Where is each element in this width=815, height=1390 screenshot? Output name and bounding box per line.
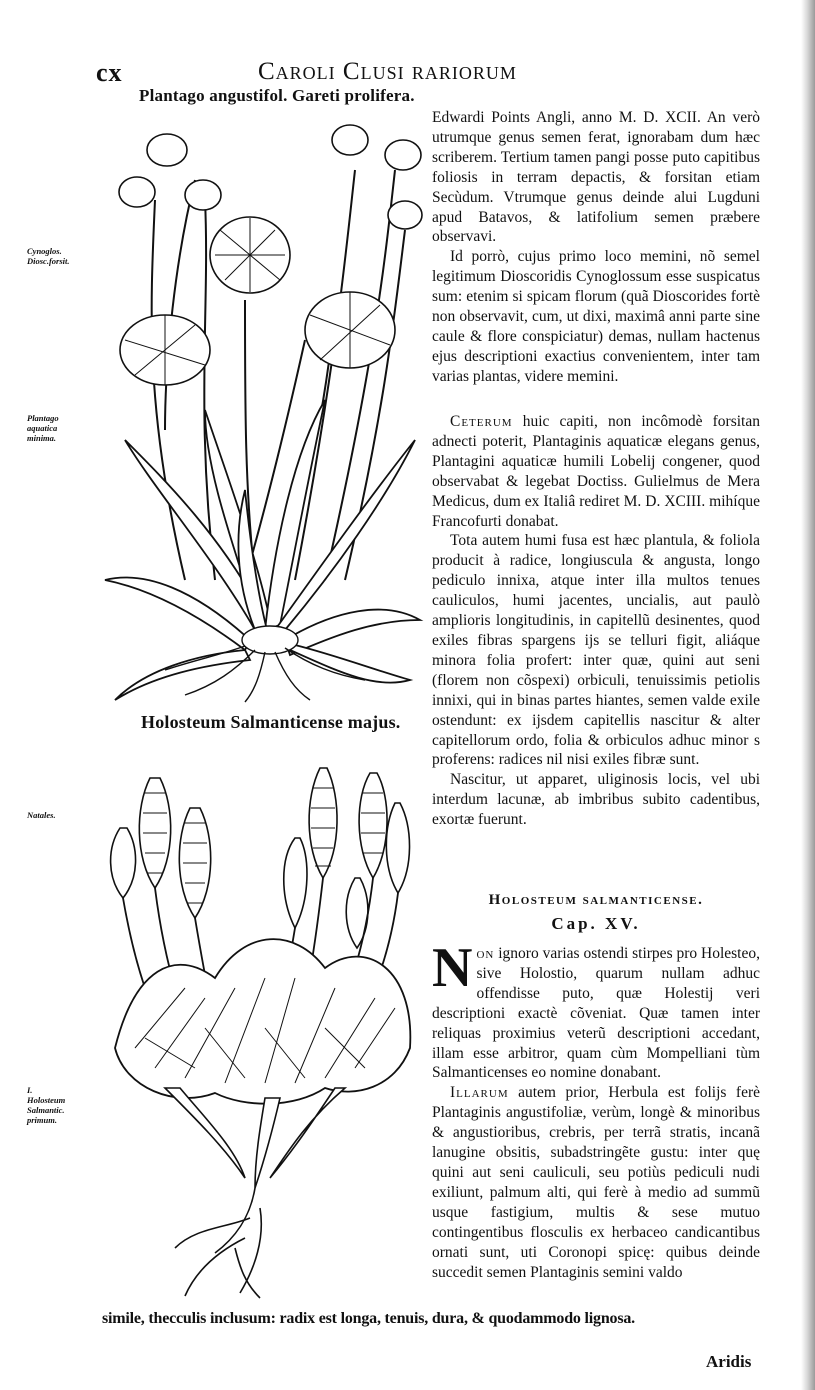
paragraph-3: huic capiti, non incômodè forsitan adnecti poterit, Plantaginis aquaticæ elegans genus, Plantagini aquaticæ humili Lobelij congener, quod observabat & legebat Doctiss. Gulielmus de Mera Medicus, dum ex Italiâ rediret M. D. XCIII. mihíque Francofurti donabat.: [432, 413, 760, 530]
section-heading: Holosteum salmanticense.: [488, 892, 704, 908]
catchword: Aridis: [706, 1352, 752, 1371]
running-title: Caroli Clusi rariorum: [258, 58, 517, 85]
text-column-middle: [432, 412, 760, 830]
paragraph-2: Id porrò, cujus primo loco memini, nõ semel legitimum Dioscoridis Cynoglossum esse suspicatus sum: etenim si spicam florum (quã Dioscorides fortè non observavit, cum, ut dixi, maximâ anni parte sine caule & flore conspiciatur) demas, nullam hactenus ejus descriptioni exactius convenientem, inter tam varias plantas, videre memini.: [432, 248, 760, 385]
figure-caption-top: Plantago angustifol. Gareti prolifera.: [139, 86, 415, 105]
margin-note-natales: Natales.: [27, 810, 56, 820]
margin-note-cynoglossum: Cynoglos. Diosc.forsit.: [27, 246, 70, 266]
paragraph-5: Nascitur, ut apparet, uliginosis locis, vel ubi interdum lacunæ, ab imbribus subito cadentibus, exortæ fuerunt.: [432, 771, 760, 829]
text-column-upper: [432, 108, 760, 387]
page-header: [96, 58, 616, 88]
holosteum-woodcut-illustration: [95, 748, 425, 1308]
folio-number: cx: [96, 58, 123, 87]
text-column-lower: [432, 937, 760, 1282]
paragraph-3-lead: Ceterum: [450, 413, 513, 430]
margin-note-holosteum-primum: I. Holosteum Salmantic. primum.: [27, 1085, 66, 1125]
paragraph-4: Tota autem humi fusa est hæc plantula, & foliola producit à radice, longiuscula & angusta, longo pediculo innixa, atque inter illa multos tenues cauliculos, humi jacentes, uncialis, aut paulò amplioris longitudinis, in capitellũ desinentes, quod exiles fibras spargens ijs se telluri figit, aliáque minora folia profert: inter quæ, quini aut seni (florem non cõspexi) orbiculi, tenuissimis petiolis innixi, qui in binas partes hiantes, semen valde exile ostendunt: ex ijsdem capitellis nascitur & alter capitellorum ordo, folia & orbiculos adhuc minor s proferens: radices nil nisi exiles fibræ sunt.: [432, 532, 760, 769]
paragraph-1: Edwardi Points Angli, anno M. D. XCII. An verò utrumque genus semen ferat, ignorabam dum hæc scriberem. Tertium tamen pangi posse puto capitibus foliosis in terram depactis, & forsitan etiam Secùdum. Vtrumque genus deinde alui Lugduni apud Batavos, & latifolium semen præbere observavi.: [432, 109, 760, 246]
figure-caption-bottom: Holosteum Salmanticense majus.: [141, 712, 401, 732]
paragraph-7-lead: Illarum: [450, 1084, 509, 1102]
chapter-heading: Cap. XV.: [551, 914, 641, 933]
paragraph-6-caps: on: [476, 945, 495, 962]
paragraph-6: ignoro varias ostendi stirpes pro Holesteo, sive Holostio, quarum nullam adhuc offendisse puto, quæ Holestij veri descriptioni exactè cõveniat. Quæ tamen inter reliquas proximius veterũ descriptioni accedant, illam esse arbitror, quam cùm Mompelliani tùm Salmanticenses eo nomine donabant.: [432, 945, 760, 1082]
full-width-last-line: simile, thecculis inclusum: radix est longa, tenuis, dura, & quodammodo lignosa.: [102, 1310, 635, 1327]
drop-capital: N: [432, 937, 473, 999]
page-edge-shadow: [801, 0, 815, 1390]
paragraph-7: autem prior, Herbula est folijs ferè Plantaginis angustifoliæ, verùm, longè & minoribus & angustioribus, crebris, per terrã stratis, incanã lanugine obsitis, subadstringẽte gustu: inter quę quini aut seni cauliculi, seu potiùs pediculi nudi exiliunt, palmum alti, qui ferè à medio ad summũ usque fastigium, multis & sese mutuo contingentibus flosculis ex herbaceo candicantibus ornati sunt, uti Coronopi spicę: quibus deinde succedit semen Plantaginis semini valdo: [432, 1084, 760, 1281]
plantago-woodcut-illustration: [95, 110, 430, 705]
margin-note-plantago-aquatica: Plantago aquatica minima.: [27, 413, 59, 443]
